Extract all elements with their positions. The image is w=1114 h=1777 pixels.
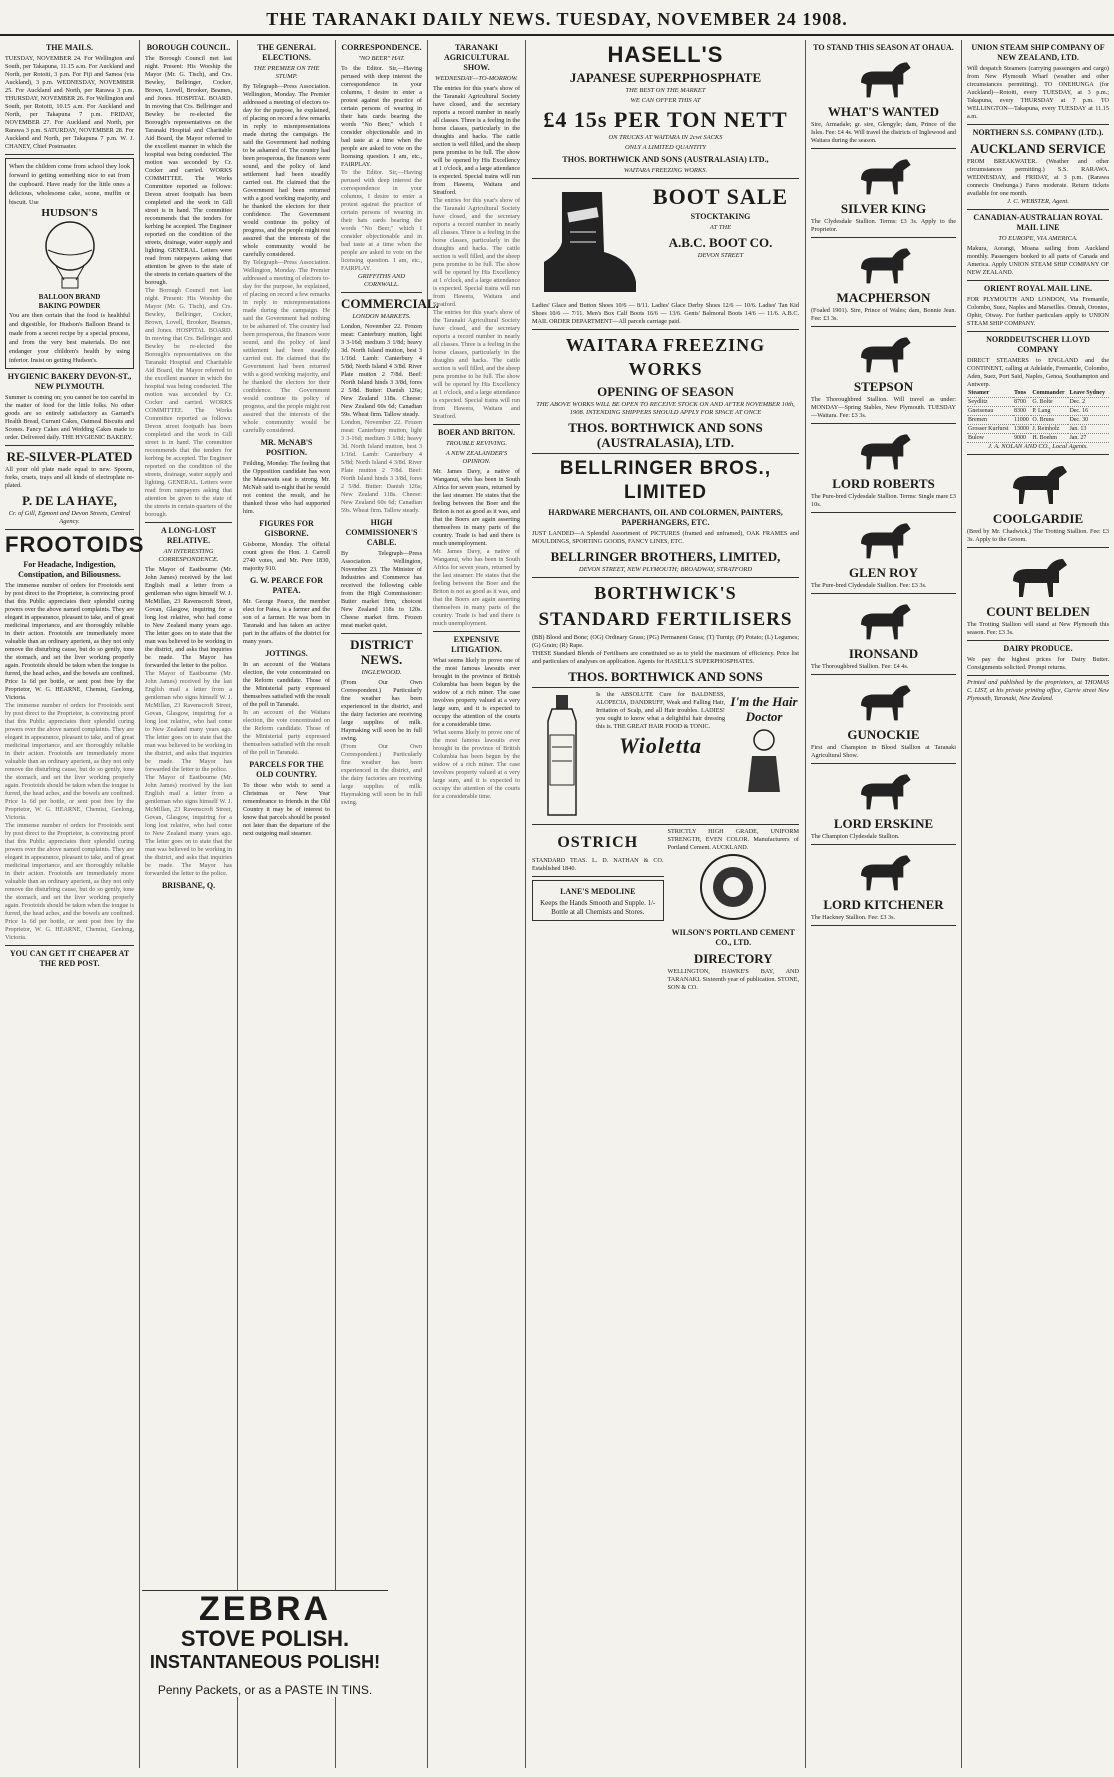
boot-store: A.B.C. BOOT CO. — [668, 235, 773, 250]
union-heading: UNION STEAM SHIP COMPANY OF NEW ZEALAND, LTD. — [971, 43, 1105, 62]
elections-copy-cont: By Telegraph—Press Association. Wellington, Monday. The Premier addressed a meeting of electors to-day for the purpose, he explained, of placing on record a few remarks in reply to misrepresentations made during the campaign. He said the Government had nothing to be ashamed of. The country had been prosperous, the finances were sound, and the policy of land settlement had been steadily carried out. He claimed that the Government had been returned with a good working majority, and he thanked the electors for their confidence. The Government would continue its policy of progress, and the people might rest assured that the interests of the whole community would be carefully considered. — [243, 259, 330, 434]
belden-copy: The Trotting Stallion will stand at New Plymouth this season. Fee: £3 3s. — [967, 621, 1109, 636]
elections-copy: By Telegraph—Press Association. Wellington, Monday. The Premier addressed a meeting of electors to-day for the purpose, he explained, of placing on record a few remarks in reply to misrepresentations made during the campaign. He said the Government had nothing to be ashamed of. The country had been prosperous, the finances were sound, and the policy of land settlement had been steadily carried out. He claimed that the Government had been returned with a good working majority, and he thanked the electors for their confidence. The Government would continue its policy of progress, and the people might rest assured that the interests of the whole community would be carefully considered. — [243, 83, 330, 258]
column-borough — [140, 40, 238, 1768]
horse-icon — [849, 330, 919, 376]
boer-sub2: A NEW ZEALANDER'S OPINION. — [445, 450, 508, 465]
borthwick-name: THOS. BORTHWICK AND SONS (AUSTRALASIA) LTD., — [562, 155, 769, 164]
horse-icon — [849, 241, 919, 287]
relative-copy: The Mayor of Eastbourne (Mr. John James) received by the last English mail a letter from a gentleman who signs himself W. J. McMillan, 23 Ravenscroft Street, Govan, Glasgow, inquiring for a long lost relative, who had come to New Zealand many years ago. The letter goes on to state that the man was believed to be working in the district, and asks that inquiries be made. The Mayor has forwarded the letter to the police. — [145, 566, 232, 669]
stallion-ad — [811, 152, 956, 238]
correspondence-heading: CORRESPONDENCE. — [341, 43, 422, 52]
column-ads — [526, 40, 806, 1768]
horse-icon — [849, 848, 919, 894]
table-cell: Leave Sydney — [1068, 389, 1109, 398]
stallion-copy: The Hackney Stallion. Fee: £3 3s. — [811, 914, 896, 921]
freezing-copy: THE ABOVE WORKS WILL BE OPEN TO RECEIVE STOCK ON AND AFTER NOVEMBER 10th, 1908. INTENDING SHIPPERS SHOULD APPLY FOR SPACE AT ONCE — [536, 401, 795, 416]
horse-icon — [849, 55, 919, 101]
ostrich-copy: STANDARD TEAS. L. D. NATHAN & CO. Established 1840. — [532, 857, 664, 872]
relative-copy-cont-2: The Mayor of Eastbourne (Mr. John James) received by the last English mail a letter from a gentleman who signs himself W. J. McMillan, 23 Ravenscroft Street, Govan, Glasgow, inquiring for a long lost relative, who had come to New Zealand many years ago. The letter goes on to state that the man was believed to be working in the district, and asks that inquiries be made. The Mayor has forwarded the letter to the police. — [145, 774, 232, 877]
frootoids-copy: The immense number of orders for Frootoids sent by post direct to the Proprietor, is convincing proof that this Public appreciates their splendid curing powers over the above named complaints. They are elegant in appearance, pleasant to take, and of great medicinal importance, and are thoroughly reliable in their action. Frootoids are immediately more valuable than an ordinary aperient, as they not only remove the disturbing cause, but do so gently, tone the stomach, and set the liver working properly again. Frootoids should be taken when the tongue is furred, the head aches, and the bowels are confined. Price 1s 6d per bottle, or sent post free by the Proprietor, W. G. HEARNE, Chemist, Geelong, Victoria. — [5, 582, 134, 701]
bellringer-heading: BELLRINGER BROS., LIMITED — [559, 458, 772, 503]
commercial-copy-cont: London, November 22. Frozen meat: Canterbury mutton, light 3 3-16d; medium 3 1/8d; heavy 3d. North Island mutton, best 3 1/16d. Lamb: Canterbury 4 5/8d; North Island 4 3/8d. River Plate mutton 2 7/8d. Beef: North Island hinds 3 3/8d, fores 2 5/8d. Butter: Danish 126s; New Zealand 118s. Cheese: New Zealand 60s 6d; Canadian 59s. Wheat firm. Tallow steady. — [341, 419, 422, 514]
jottings-heading: JOTTINGS. — [265, 649, 308, 658]
jottings-copy-cont: In an account of the Waitara election, the vote concentrated on the Reform candidate. Those of the Ministerial party expressed themselves satisfied with the result of the poll in Taranaki. — [243, 709, 330, 756]
stallion-ad — [811, 597, 956, 675]
printer-footer: Printed and published by the proprietors, at THOMAS C. LIST, at his private printing office, Currie street New Plymouth, Taranaki, New Zealand. — [967, 679, 1109, 702]
hasell-tagline: THE BEST ON THE MARKET — [625, 87, 706, 94]
show-copy-cont: The entries for this year's show of the Taranaki Agricultural Society have closed, and the secretary reports a record number in nearly all classes. Three is a feeling in the horse classes, particularly in the draughts and hacks. The cattle section is well filled, and the sheep pens promise to be full. The show will be opened by His Excellency at 1 o'clock, and a large attendance is expected. Special trains will run from Hawera, Waitara and Stratford. — [433, 197, 520, 308]
frootoids-copy-repeat-2: The immense number of orders for Frootoids sent by post direct to the Proprietor, is convincing proof that this Public appreciates their splendid curing powers over the above named complaints. They are elegant in appearance, pleasant to take, and of great medicinal importance, and are thoroughly reliable in their action. Frootoids are immediately more valuable than an ordinary aperient, as they not only remove the disturbing cause, but do so gently, tone the stomach, and set the liver working properly again. Frootoids should be taken when the tongue is furred, the head aches, and the bowels are confined. Price 1s 6d per bottle, or sent post free by the Proprietor, W. G. HEARNE, Chemist, Geelong, Victoria. — [5, 822, 134, 941]
table-cell: 13000 — [1013, 425, 1031, 434]
dairy-heading: DAIRY PRODUCE. — [1003, 644, 1073, 653]
stallion-name: GLEN ROY — [849, 565, 918, 580]
mcnab-copy: Feilding, Monday. The feeling that the Opposition candidate has won the Manawatu seat is strong. Mr. McNab said to-night that he would not contest the result, and he thanked those who had supported him. — [243, 460, 330, 515]
correspondence-signoff: GRIFFITHS AND CORNWALL. — [357, 273, 405, 288]
zebra-tagline: INSTANTANEOUS POLISH! — [149, 1652, 381, 1672]
stallion-copy: The Champion Clydesdale Stallion. — [811, 833, 900, 840]
table-cell: 8300 — [1013, 407, 1031, 416]
directory-heading: DIRECTORY — [693, 951, 773, 966]
table-cell: Bulow — [967, 434, 1013, 443]
stallion-name: LORD ERSKINE — [833, 816, 934, 831]
stallion-name: SILVER KING — [840, 201, 927, 216]
cement-copy: STRICTLY HIGH GRADE, UNIFORM STRENGTH, EVEN COLOR. Manufacturers of Portland Cement. AUCKLAND. — [667, 828, 799, 851]
boer-heading: BOER AND BRITON. — [438, 428, 515, 437]
pearce-heading: G. W. PEARCE FOR PATEA. — [249, 576, 324, 595]
zebra-name: ZEBRA — [198, 1590, 332, 1628]
directory-copy: WELLINGTON, HAWKE'S BAY, AND TARANAKI. Sixteenth year of publication. STONE, SON & CO. — [667, 968, 799, 991]
brisbane-dateline: BRISBANE, Q. — [161, 881, 216, 890]
masthead-title: THE TARANAKI DAILY NEWS. TUESDAY, NOVEMBER 24 1908. — [266, 9, 848, 29]
lloyd-table — [967, 389, 1109, 443]
stallion-ad — [811, 427, 956, 513]
boot-heading: BOOT SALE — [652, 184, 789, 209]
relative-heading: A LONG-LOST RELATIVE. — [161, 526, 216, 545]
gisborne-heading: FIGURES FOR GISBORNE. — [259, 519, 314, 538]
hudson-balloon: BALLOON BRAND — [38, 293, 101, 301]
show-copy-cont-2: The entries for this year's show of the Taranaki Agricultural Society have closed, and the secretary reports a record number in nearly all classes. Three is a feeling in the horse classes, particularly in the draughts and hacks. The cattle section is well filled, and the sheep pens promise to be full. The show will be opened by His Excellency at 1 o'clock, and a large attendance is expected. Special trains will run from Hawera, Waitara and Stratford. — [433, 309, 520, 420]
stallion-name: MACPHERSON — [836, 290, 931, 305]
table-cell: H. Boehm — [1031, 434, 1068, 443]
expensive-copy: What seems likely to prove one of the most famous lawsuits ever brought in the province of British Columbia has been begun by the widow of a rich miner. The case involves property valued at a very large sum, and it is expected to occupy the attention of the courts for a considerable time. — [433, 657, 520, 728]
stallion-copy: First and Champion in Blood Stallion at Taranaki Agricultural Show. — [811, 744, 956, 759]
parcels-copy: To those who wish to send a Christmas or New Year remembrance to friends in the Old Country it may be of interest to know that parcels should be posted not later than the departure of the next outgoing mail steamer. — [243, 782, 330, 837]
table-cell: Gneisenau — [967, 407, 1013, 416]
bakery-heading: HYGIENIC BAKERY DEVON-ST., NEW PLYMOUTH. — [7, 372, 132, 391]
hasell-heading: HASELL'S — [607, 42, 724, 67]
silver-addr: Cr. of Gill, Egmont and Devon Streets, Central Agency. — [8, 510, 131, 525]
lane-copy: Keeps the Hands Smooth and Supple. 1/- Bottle at all Chemists and Stores. — [540, 899, 656, 916]
relative-copy-cont: The Mayor of Eastbourne (Mr. John James) received by the last English mail a letter from a gentleman who signs himself W. J. McMillan, 23 Ravenscroft Street, Govan, Glasgow, inquiring for a long lost relative, who had come to New Zealand many years ago. The letter goes on to state that the man was believed to be working in the district, and asks that inquiries be made. The Mayor has forwarded the letter to the police. — [145, 670, 232, 773]
freezing-name: THOS. BORTHWICK AND SONS (AUSTRALASIA), LTD. — [568, 420, 763, 450]
stallion-copy: Sire, Armadale; gr. sire, Glengyle; dam, Prince of the Isles. Fee: £4 4s. Will travel the districts of Inglewood and Waitara during the season. — [811, 121, 956, 144]
table-cell: 11000 — [1013, 416, 1031, 425]
stallion-ad — [811, 55, 956, 149]
hasell-price: £4 15s PER TON NETT — [543, 107, 788, 132]
column-shipping — [962, 40, 1114, 1768]
district-heading: DISTRICT NEWS. — [350, 637, 413, 667]
bellringer-trade: HARDWARE MERCHANTS, OIL AND COLORMEN, PAINTERS, PAPERHANGERS, ETC. — [548, 508, 783, 527]
canadian-heading: CANADIAN-AUSTRALIAN ROYAL MAIL LINE — [973, 213, 1103, 232]
boot-at: AT THE — [709, 224, 732, 231]
auckland-heading: AUCKLAND SERVICE — [970, 141, 1106, 156]
cable-heading: HIGH COMMISSIONER'S CABLE. — [345, 518, 418, 547]
boot-street: DEVON STREET — [697, 252, 744, 259]
coolgardie-heading: COOLGARDIE — [992, 511, 1084, 526]
boer-sub: TROUBLE REVIVING. — [445, 440, 508, 447]
elections-sub: THE PREMIER ON THE STUMP. — [253, 65, 320, 80]
bellringer-name: BELLRINGER BROTHERS, LIMITED, — [550, 549, 781, 564]
district-copy-cont: (From Our Own Correspondent.) Particularly fine weather has been experienced in the district, and the dairy factories are receiving large supplies of milk. Haymaking will soon be in full swing. — [341, 743, 422, 806]
frootoids-copy-repeat: The immense number of orders for Frootoids sent by post direct to the Proprietor, is convincing proof that this Public appreciates their splendid curing powers over the above named complaints. They are elegant in appearance, pleasant to take, and of great medicinal importance, and are thoroughly reliable in their action. Frootoids are immediately more valuable than an ordinary aperient, as they not only remove the disturbing cause, but do so gently, tone the stomach, and set the liver working properly again. Frootoids should be taken when the tongue is furred, the head aches, and the bowels are confined. Price 1s 6d per bottle, or sent post free by the Proprietor, W. G. HEARNE, Chemist, Geelong, Victoria. — [5, 702, 134, 821]
silver-name: P. DE LA HAYE, — [22, 493, 117, 508]
cable-copy: By Telegraph—Press Association. Wellington, November 23. The Minister of Industries and Commerce has received the following cable from the High Commissioner: Butter market firm, choicest New Zealand 118s to 120s. Cheese market firm. Frozen meat market quiet. — [341, 550, 422, 629]
bottom-ads-row — [532, 828, 799, 992]
mcnab-heading: MR. McNAB'S POSITION. — [260, 438, 313, 457]
northern-heading: NORTHERN S.S. COMPANY (LTD.). — [972, 128, 1104, 137]
table-row — [967, 398, 1109, 407]
table-row — [967, 416, 1109, 425]
hudson-brand: HUDSON'S — [41, 207, 98, 219]
pearce-copy: Mr. George Pearce, the member elect for Patea, is a farmer and the son of a farmer. He was born in Taranaki and has taken an active part in the affairs of the district for many years. — [243, 598, 330, 645]
table-cell: Jan. 27 — [1068, 434, 1109, 443]
table-cell: Bremen — [967, 416, 1013, 425]
stallion-name: WHAT'S WANTED — [827, 104, 940, 119]
stallion-copy: The Thoroughbred Stallion. Fee: £4 4s. — [811, 663, 909, 670]
hasell-product: JAPANESE SUPERPHOSPHATE — [569, 70, 762, 85]
hasell-terms: ON TRUCKS AT WAITARA IN 2cwt SACKS — [608, 134, 723, 141]
borough-heading: BOROUGH COUNCIL. — [146, 43, 231, 52]
commercial-sub: LONDON MARKETS. — [352, 313, 411, 320]
hasell-offer: WE CAN OFFER THIS AT — [630, 97, 701, 104]
masthead — [0, 4, 1114, 36]
red-post-footer: YOU CAN GET IT CHEAPER AT THE RED POST. — [9, 949, 130, 968]
table-row — [967, 425, 1109, 434]
fert-sub: STANDARD FERTILISERS — [538, 609, 793, 630]
table-cell: Dec. 30 — [1068, 416, 1109, 425]
lloyd-heading: NORDDEUTSCHER LLOYD COMPANY — [986, 335, 1090, 354]
frootoids-sub: For Headache, Indigestion, Constipation, and Biliousness. — [18, 560, 121, 579]
fert-heading: BORTHWICK'S — [594, 583, 737, 603]
zebra-product: STOVE POLISH. — [180, 1626, 350, 1651]
correspondence-copy-cont: To the Editor. Sir,—Having perused with deep interest the correspondence in your columns, I desire to enter a protest against the practice of certain persons of wearing in their hats cards bearing the words "No Beer," which I consider objectionable and in bad taste at a time when the people are asked to vote on the licensing question. I am, etc., FAIRPLAY. — [341, 169, 422, 272]
table-row — [967, 389, 1109, 398]
horse-icon — [849, 152, 919, 198]
column-mails — [0, 40, 145, 1768]
table-cell: Jan. 13 — [1068, 425, 1109, 434]
hair-ad — [532, 691, 799, 821]
hudson-copy: You are then certain that the food is healthful and digestible, for Hudson's Balloon Brand is made from a secret recipe by a special process, and from the very best materials. Do not endanger your children's health by using inferior. Insist on getting Hudson's. — [9, 312, 130, 364]
boot-list: Ladies' Glace and Button Shoes 10/6 — 8/11. Ladies' Glace Derby Shoes 12/6 — 10/6. Ladies' Tan Kid Shoes 10/6 — 7/11. Men's Box Calf Boots 16/6 — 13/6. Gents' Balmoral Boots 14/6 — 11/6. A.B.C. MAIL ORDER DEPARTMENT—All parcels carriage paid. — [532, 302, 799, 325]
table-cell: 9000 — [1013, 434, 1031, 443]
stallion-name: STEPSON — [853, 379, 914, 394]
table-row — [967, 407, 1109, 416]
canadian-copy: Makura, Aorangi, Moana sailing from Auckland monthly. Passengers booked to all parts of Canada and America. Apply UNION STEAM SHIP COMPANY OF NEW ZEALAND. — [967, 245, 1109, 276]
boot-sale-ad — [532, 182, 799, 302]
hasell-ad — [532, 43, 799, 175]
correspondence-sub: "NO BEER" HAT. — [358, 55, 405, 62]
hair-doctor: I'm the Hair Doctor — [730, 694, 798, 724]
horse-icon — [849, 427, 919, 473]
boer-copy-cont: Mr. James Davy, a native of Wanganui, who has been in South Africa for seven years, returned by the last steamer. He states that the feeling between the Boer and the Briton is not as good as it was, and that the Boers are again asserting themselves in many parts of the country. Trade is bad and there is much unemployment. — [433, 548, 520, 627]
table-cell: O. Bruns — [1031, 416, 1068, 425]
horse-icon — [849, 767, 919, 813]
table-cell: J. Reinholz — [1031, 425, 1068, 434]
parcels-heading: PARCELS FOR THE OLD COUNTRY. — [249, 760, 324, 779]
jottings-copy: In an account of the Waitara election, the vote concentrated on the Reform candidate. Those of the Ministerial party expressed themselves satisfied with the result of the poll in Taranaki. — [243, 661, 330, 708]
expensive-copy-cont: What seems likely to prove one of the most famous lawsuits ever brought in the province of British Columbia has been begun by the widow of a rich miner. The case involves property valued at a very large sum, and it is expected to occupy the attention of the courts for a considerable time. — [433, 729, 520, 800]
frootoids-heading: FROOTOIDS — [5, 532, 145, 557]
zebra-packing: Penny Packets, or as a PASTE IN TINS. — [157, 1683, 373, 1697]
stallion-ad — [811, 330, 956, 424]
mails-heading: THE MAILS. — [45, 43, 94, 52]
coolgardie-copy: (Bred by Mr. Chadwick.) The Trotting Stallion. Fee: £3 3s. Apply to the Groom. — [967, 528, 1109, 543]
hudson-intro: When the children come from school they look forward to getting something nice to eat from the cupboard. Have ready for the little ones a delicious, wholesome cake, scone, muffin or biscuit. Use — [9, 163, 130, 206]
table-row — [967, 434, 1109, 443]
hasell-limited: ONLY A LIMITED QUANTITY — [624, 144, 707, 151]
column-elections — [238, 40, 336, 1768]
stallion-name: LORD KITCHENER — [823, 897, 944, 912]
column-stallions — [806, 40, 962, 1768]
orient-heading: ORIENT ROYAL MAIL LINE. — [983, 284, 1093, 293]
fert-name: THOS. BORTHWICK AND SONS — [568, 669, 763, 684]
boot-sub: STOCKTAKING — [690, 212, 751, 221]
horse-icon — [849, 597, 919, 643]
bellringer-copy: JUST LANDED—A Splendid Assortment of PICTURES (framed and unframed), OAK FRAMES and MOULDINGS, SPORTING GOODS, FANCY LINES, ETC. — [532, 530, 799, 545]
doctor-figure-icon — [734, 726, 794, 796]
bakery-copy: Summer is coming on; you cannot be too careful in the matter of food for the little folks. No other goods are so entirely satisfactory as Garrard's Health Bread, Currant Cakes, Oatmeal Biscuits and Scones. Fancy Cakes and Wedding Cakes made to order. Delivered daily. THE HYGIENIC BAKERY. — [5, 394, 134, 441]
table-cell: P. Lang — [1031, 407, 1068, 416]
horse-icon — [849, 516, 919, 562]
show-heading: TARANAKI AGRICULTURAL SHOW. — [443, 43, 510, 72]
stallion-stand-heading: TO STAND THIS SEASON AT OHAUA. — [813, 43, 954, 52]
freezing-sub: OPENING OF SEASON — [597, 384, 734, 399]
borough-copy: The Borough Council met last night. Present: His Worship the Mayor (Mr. G. Tisch), and Crs. Bewley, Bellringer, Cocker, Brown, Lovell, Brooker, Beames, and Jones. HOSPITAL BOARD. In moving that Crs. Bellringer and Bewley be re-elected the Borough's representatives on the Taranaki Hospital and Charitable Aid Board, the Mayor referred to the excellent manner in which the hospital was being conducted. The motion was seconded by Cr. Cocker and carried. WORKS COMMITTEE. The Works Committee reported as follows: Devon street footpath has been completed and the work in Gill street is in hand. The committee recommends that the tenders for kerbing be accepted. The Engineer reported on the condition of the streets, drainage, water supply and lighting. GENERAL. Letters were read from ratepayers asking that attention be given to the state of the streets in certain quarters of the borough. — [145, 55, 232, 286]
relative-sub: AN INTERESTING CORRESPONDENCE. — [158, 548, 219, 563]
table-cell: Steamer — [967, 389, 1013, 398]
show-sub: WEDNESDAY—TO-MORROW. — [435, 75, 518, 82]
stallion-name: IRONSAND — [848, 646, 919, 661]
district-copy: (From Our Own Correspondent.) Particularly fine weather has been experienced in the district, and the dairy factories are receiving large supplies of milk. Haymaking will soon be in full swing. — [341, 679, 422, 742]
table-cell: Commander — [1031, 389, 1068, 398]
table-cell: Seydlitz — [967, 398, 1013, 407]
table-cell: Tons — [1013, 389, 1031, 398]
stallion-copy: The Pure-bred Clydesdale Stallion. Terms: Single mare £3 10s. — [811, 493, 956, 508]
hudson-powder: BAKING POWDER — [38, 302, 101, 310]
borough-copy-cont: The Borough Council met last night. Present: His Worship the Mayor (Mr. G. Tisch), and Crs. Bewley, Bellringer, Cocker, Brown, Lovell, Brooker, Beames, and Jones. HOSPITAL BOARD. In moving that Crs. Bellringer and Bewley be re-elected the Borough's representatives on the Taranaki Hospital and Charitable Aid Board, the Mayor referred to the excellent manner in which the hospital was being conducted. The motion was seconded by Cr. Cocker and carried. WORKS COMMITTEE. The Works Committee reported as follows: Devon street footpath has been completed and the work in Gill street is in hand. The committee recommends that the tenders for kerbing be accepted. The Engineer reported on the condition of the streets, drainage, water supply and lighting. GENERAL. Letters were read from ratepayers asking that attention be given to the state of the streets in certain quarters of the borough. — [145, 287, 232, 518]
orient-copy: FOR PLYMOUTH AND LONDON, Via Fremantle, Colombo, Suez, Naples and Marseilles. Omrah, Orontes, Ophir, Otway. For further particulars apply to UNION STEAM SHIP COMPANY. — [967, 296, 1109, 327]
lane-ad — [532, 880, 664, 921]
seal-icon — [698, 852, 768, 922]
canadian-sub: TO EUROPE, VIA AMERICA. — [998, 235, 1078, 242]
horse-icon — [1003, 458, 1073, 508]
belden-heading: COUNT BELDEN — [986, 604, 1090, 619]
lloyd-copy: DIRECT STEAMERS to ENGLAND and the CONTINENT, calling at Adelaide, Fremantle, Colombo, Aden, Suez, Port Said, Naples, Genoa, Southampton and Antwerp. — [967, 357, 1109, 388]
boer-copy: Mr. James Davy, a native of Wanganui, who has been in South Africa for seven years, returned by the last steamer. He states that the feeling between the Boer and the Briton is not as good as it was, and that the Boers are again asserting themselves in many parts of the country. Trade is bad and there is much unemployment. — [433, 468, 520, 547]
correspondence-copy: To the Editor. Sir,—Having perused with deep interest the correspondence in your columns, I desire to enter a protest against the practice of certain persons of wearing in their hats cards bearing the words "No Beer," which I consider objectionable and in bad taste at a time when the people are asked to vote on the licensing question. I am, etc., FAIRPLAY. — [341, 65, 422, 168]
stallion-copy: The Clydesdale Stallion. Terms: £3 3s. Apply to the Proprietor. — [811, 218, 956, 233]
fert-copy: THESE Standard Blends of Fertilisers are constituted so as to yield the maximum of efficiency. Price list and particulars of analyses on application. Agents for HASELL'S SUPERPHOSPHATES. — [532, 650, 799, 665]
freezing-heading: WAITARA FREEZING WORKS — [565, 335, 766, 379]
show-copy: The entries for this year's show of the Taranaki Agricultural Society have closed, and the secretary reports a record number in nearly all classes. Three is a feeling in the horse classes, particularly in the draughts and hacks. The cattle section is well filled, and the sheep pens promise to be full. The show will be opened by His Excellency at 1 o'clock, and a large attendance is expected. Special trains will run from Hawera, Waitara and Stratford. — [433, 85, 520, 196]
commercial-copy: London, November 22. Frozen meat: Canterbury mutton, light 3 3-16d; medium 3 1/8d; heavy 3d. North Island mutton, best 3 1/16d. Lamb: Canterbury 4 5/8d; North Island 4 3/8d. River Plate mutton 2 7/8d. Beef: North Island hinds 3 3/8d, fores 2 5/8d. Butter: Danish 126s; New Zealand 118s. Cheese: New Zealand 60s 6d; Canadian 59s. Wheat firm. Tallow steady. — [341, 323, 422, 418]
balloon-icon — [30, 220, 110, 290]
column-show — [428, 40, 526, 1768]
lane-heading: LANE'S MEDOLINE — [560, 887, 636, 896]
fert-list: (BB) Blood and Bone; (OG) Ordinary Grass; (PG) Permanent Grass; (T) Turnip; (P) Potato; (L) Legumes; (G) Grain; (R) Rape. — [532, 634, 799, 649]
table-cell: Dec. 2 — [1068, 398, 1109, 407]
stallion-copy: The Pure-bred Clydesdale Stallion. Fee: £3 3s. — [811, 582, 927, 589]
table-cell: G. Bolte — [1031, 398, 1068, 407]
horse-icon — [849, 678, 919, 724]
dairy-copy: We pay the highest prices for Dairy Butter. Consignments solicited. Prompt returns. — [967, 656, 1109, 671]
stallion-copy: The Thoroughbred Stallion. Will travel as under: MONDAY—Spring Stables, New Plymouth. TUESDAY—Waitara. Fee: £3 3s. — [811, 396, 956, 419]
stallion-name: GUNOCKIE — [847, 727, 920, 742]
stallion-copy: (Foaled 1901). Sire, Prince of Wales; dam, Bonnie Jean. Fee: £3 3s. — [811, 307, 956, 322]
bottle-icon — [532, 691, 592, 821]
bellringer-addr: DEVON STREET, NEW PLYMOUTH; BROADWAY, STRATFORD — [578, 566, 753, 573]
northern-agent: J. C. WEBSTER, Agent. — [1007, 198, 1069, 205]
expensive-heading: EXPENSIVE LITIGATION. — [451, 635, 502, 654]
stallion-ad — [811, 241, 956, 327]
commercial-heading: COMMERCIAL. — [341, 296, 439, 311]
union-copy: Will despatch Steamers (carrying passengers and cargo) from New Plymouth Wharf (weather and other circumstances permitting). TO ONEHUNGA (for Auckland)—Rotoiti, every TUESDAY, at 3 p.m.; Takapuna, every THURSDAY at 7 p.m. TO WELLINGTON—Takapuna, every TUESDAY at 11.15 a.m. — [967, 65, 1109, 120]
elections-heading: THE GENERAL ELECTIONS. — [257, 43, 316, 62]
gisborne-copy: Gisborne, Monday. The official count gives the Hon. J. Carroll 2740 votes, and Mr. Pere 1830, majority 910. — [243, 541, 330, 572]
stallion-ad — [811, 767, 956, 845]
stallion-ad — [811, 678, 956, 764]
cement-heading: WILSON'S PORTLAND CEMENT CO., LTD. — [671, 928, 795, 947]
auckland-copy: FROM BREAKWATER. (Weather and other circumstances permitting.) S.S. RARAWA. WEDNESDAY, and FRIDAY, at 3 p.m. (Rarawa connects Onehunga.) Fares moderate. Return tickets available for one month. — [967, 158, 1109, 197]
zebra-ad — [142, 1590, 388, 1697]
district-sub: INGLEWOOD. — [361, 669, 402, 676]
table-cell: Dec. 16 — [1068, 407, 1109, 416]
stallion-ad — [811, 848, 956, 926]
stallion-ad — [811, 516, 956, 594]
borthwick-works: WAITARA FREEZING WORKS. — [623, 167, 708, 174]
ostrich-heading: OSTRICH — [557, 834, 639, 851]
silver-copy: All your old plate made equal to new. Spoons, forks, cruets, trays and all kinds of electroplate re-plated. — [5, 466, 134, 489]
horse-icon — [1003, 551, 1073, 601]
boot-icon — [532, 182, 642, 302]
lloyd-agent: J. A. NOLAN AND CO., Local Agents. — [988, 443, 1088, 450]
hudson-ad — [5, 158, 134, 369]
stallion-name: LORD ROBERTS — [832, 476, 935, 491]
mails-text: TUESDAY, NOVEMBER 24. For Wellington and South, per Takapuna, 11.15 a.m. For Auckland and North, per Rotoiti, 3 p.m. For Fiji and Samoa (via Auckland), 3 p.m. WEDNESDAY, NOVEMBER 25. For Auckland and North, per Rarawa 3 p.m. THURSDAY, NOVEMBER 26. For Wellington and South, per Rotoiti, 10.15 a.m. For Auckland and North, per Takapuna 7 p.m. FRIDAY, NOVEMBER 27. For Auckland and North, per Rarawa 3 p.m. SATURDAY, NOVEMBER 28. For Auckland and North, per Takapuna 7 p.m. W. J. CHANEY, Chief Postmaster. — [5, 55, 134, 150]
column-correspondence — [336, 40, 439, 1768]
table-cell: 8700 — [1013, 398, 1031, 407]
table-cell: Grosser Kurfurst — [967, 425, 1013, 434]
silver-heading: RE-SILVER-PLATED — [6, 449, 133, 464]
hair-copy: Is the ABSOLUTE Cure for BALDNESS, ALOPECIA, DANDRUFF, Weak and Falling Hair, Irritation of Scalp, and all Hair troubles. LADIES! you ought to know what a delightful hair dressing this is. THE GREAT HAIR FOOD & TONIC. — [596, 691, 725, 730]
hair-heading: Wioletta — [619, 733, 702, 758]
